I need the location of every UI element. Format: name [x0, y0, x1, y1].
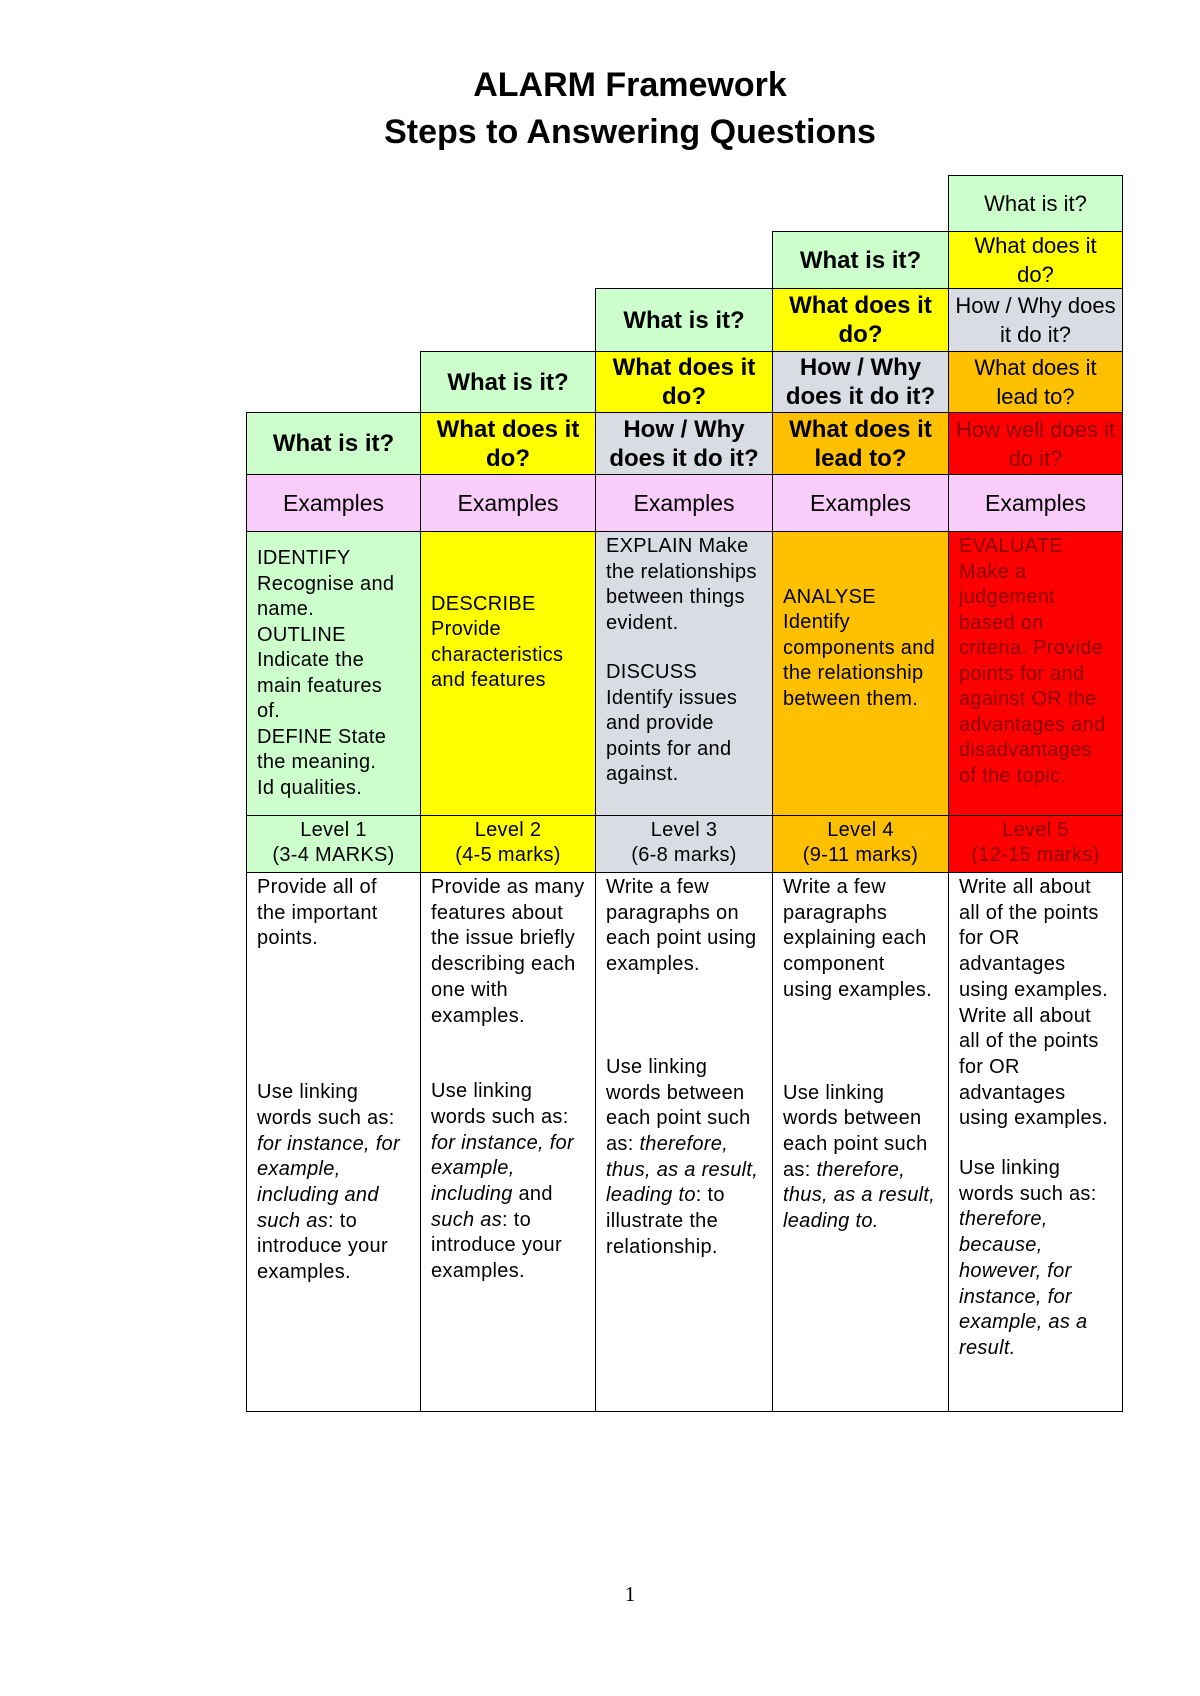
level-marks: (12-15 marks) [971, 844, 1100, 866]
c2-tips [420, 872, 596, 1412]
page-title: ALARM Framework [473, 66, 787, 104]
level-name: Level 5 [1002, 819, 1069, 841]
c1-level [246, 815, 421, 873]
c2-what-is-it: What is it? [420, 351, 596, 413]
spacer [431, 1029, 585, 1079]
c4-what-is-it: What is it? [772, 231, 949, 289]
tip-text [783, 1081, 938, 1235]
spacer [606, 978, 762, 1055]
tip-text: Provide as many features about the issue briefly describing each one with examples. [431, 876, 585, 1027]
level-name: Level 3 [650, 819, 718, 841]
def-line: OUTLINE [257, 623, 346, 646]
c5-definition [948, 531, 1123, 816]
c5-level [948, 815, 1123, 873]
spacer [606, 636, 762, 660]
c5-what-lead-to: What does it lead to? [948, 351, 1123, 413]
def-line: Identify issues and provide points for and against. [606, 686, 738, 785]
c5-examples: Examples [948, 474, 1123, 532]
c5-what-does-it-do: What does it do? [948, 231, 1123, 289]
c4-what-does-it-do: What does it do? [772, 288, 949, 352]
c2-definition [420, 531, 596, 816]
c4-how-why: How / Why does it do it? [772, 351, 949, 413]
def-line: DESCRIBE [431, 592, 536, 615]
level-name: Level 2 [474, 819, 542, 841]
c3-tips [595, 872, 773, 1412]
def-line: Make a judgement based on criteria. Provide points for and against OR the advantages and disadvantages of the topic. [959, 560, 1106, 787]
tip-and: and [512, 1183, 553, 1206]
c4-definition [772, 531, 949, 816]
tip-text [959, 1156, 1112, 1362]
c2-level [420, 815, 596, 873]
c3-how-why: How / Why does it do it? [595, 412, 773, 475]
c5-tips [948, 872, 1123, 1412]
def-line: EVALUATE [959, 535, 1063, 557]
tip-lead: Use linking words between each point such as: [606, 1055, 751, 1155]
level-marks: (3-4 MARKS) [272, 844, 395, 866]
tip-text: Write a few paragraphs on each point using examples. [606, 876, 757, 976]
c4-tips [772, 872, 949, 1412]
c1-tips [246, 872, 421, 1412]
tip-text [606, 1055, 762, 1261]
c3-level [595, 815, 773, 873]
tip-linking-words: therefore, because, however, for instance, for example, as a result. [959, 1208, 1088, 1359]
c3-definition [595, 531, 773, 816]
c3-what-is-it: What is it? [595, 288, 773, 352]
tip-lead: Use linking words such as: [431, 1080, 569, 1128]
def-line: DEFINE State the meaning. [257, 725, 387, 773]
c3-examples: Examples [595, 474, 773, 532]
page-number: 1 [624, 1582, 636, 1606]
def-line: Recognise and name. [257, 572, 395, 620]
c1-definition [246, 531, 421, 816]
c4-examples: Examples [772, 474, 949, 532]
tip-lead: Use linking words between each point such as: [783, 1081, 928, 1181]
def-line: Identify components and the relationship between them. [783, 611, 936, 710]
c3-what-does-it-do: What does it do? [595, 351, 773, 413]
level-name: Level 1 [300, 819, 367, 841]
level-marks: (9-11 marks) [802, 844, 919, 866]
tip-tail: : to introduce your examples. [431, 1208, 562, 1283]
c4-level [772, 815, 949, 873]
c1-what-is-it: What is it? [246, 412, 421, 475]
c1-examples: Examples [246, 474, 421, 532]
tip-text: Provide all of the important points. [257, 876, 378, 950]
c5-how-well: How well does it do it? [948, 412, 1123, 475]
def-line: Id qualities. [257, 776, 363, 799]
tip-linking-words: therefore, thus, as a result, leading to [606, 1132, 759, 1207]
tip-text [431, 1079, 585, 1285]
tip-text: Write all about all of the points for OR advantages using examples. [959, 876, 1109, 1001]
tip-linking-words: for instance, for example, including [431, 1131, 574, 1206]
def-line: DISCUSS [606, 661, 698, 683]
c4-what-lead-to: What does it lead to? [772, 412, 949, 475]
spacer [959, 1132, 1112, 1156]
tip-lead: Use linking words such as: [959, 1157, 1097, 1205]
def-line: IDENTIFY [257, 547, 351, 569]
level-marks: (6-8 marks) [631, 844, 737, 866]
tip-lead: Use linking words such as: [257, 1081, 395, 1129]
spacer [783, 1004, 938, 1081]
tip-linking-words: for instance, for example, including and such as [257, 1132, 400, 1232]
tip-tail: : to introduce your examples. [257, 1209, 388, 1284]
def-line: Provide characteristics and features [431, 618, 564, 691]
c2-what-does-it-do: What does it do? [420, 412, 596, 475]
level-name: Level 4 [827, 819, 894, 841]
tip-linking-words: therefore, thus, as a result, leading to. [783, 1158, 936, 1233]
def-line: EXPLAIN Make the relationships between things evident. [606, 535, 757, 634]
spacer [257, 952, 410, 1080]
tip-linking-words: such as [431, 1208, 503, 1231]
tip-text: Write a few paragraphs explaining each component using examples. [783, 876, 933, 1001]
def-line: ANALYSE [783, 585, 876, 608]
c5-what-is-it: What is it? [948, 175, 1123, 232]
level-marks: (4-5 marks) [455, 844, 561, 866]
def-line: Indicate the main features of. [257, 649, 383, 722]
c2-examples: Examples [420, 474, 596, 532]
c5-how-why: How / Why does it do it? [948, 288, 1123, 352]
page-subtitle: Steps to Answering Questions [384, 113, 876, 151]
tip-text: Write all about all of the points for OR advantages using examples. [959, 1004, 1109, 1130]
tip-text [257, 1080, 410, 1286]
tip-tail: : to illustrate the relationship. [606, 1184, 725, 1258]
